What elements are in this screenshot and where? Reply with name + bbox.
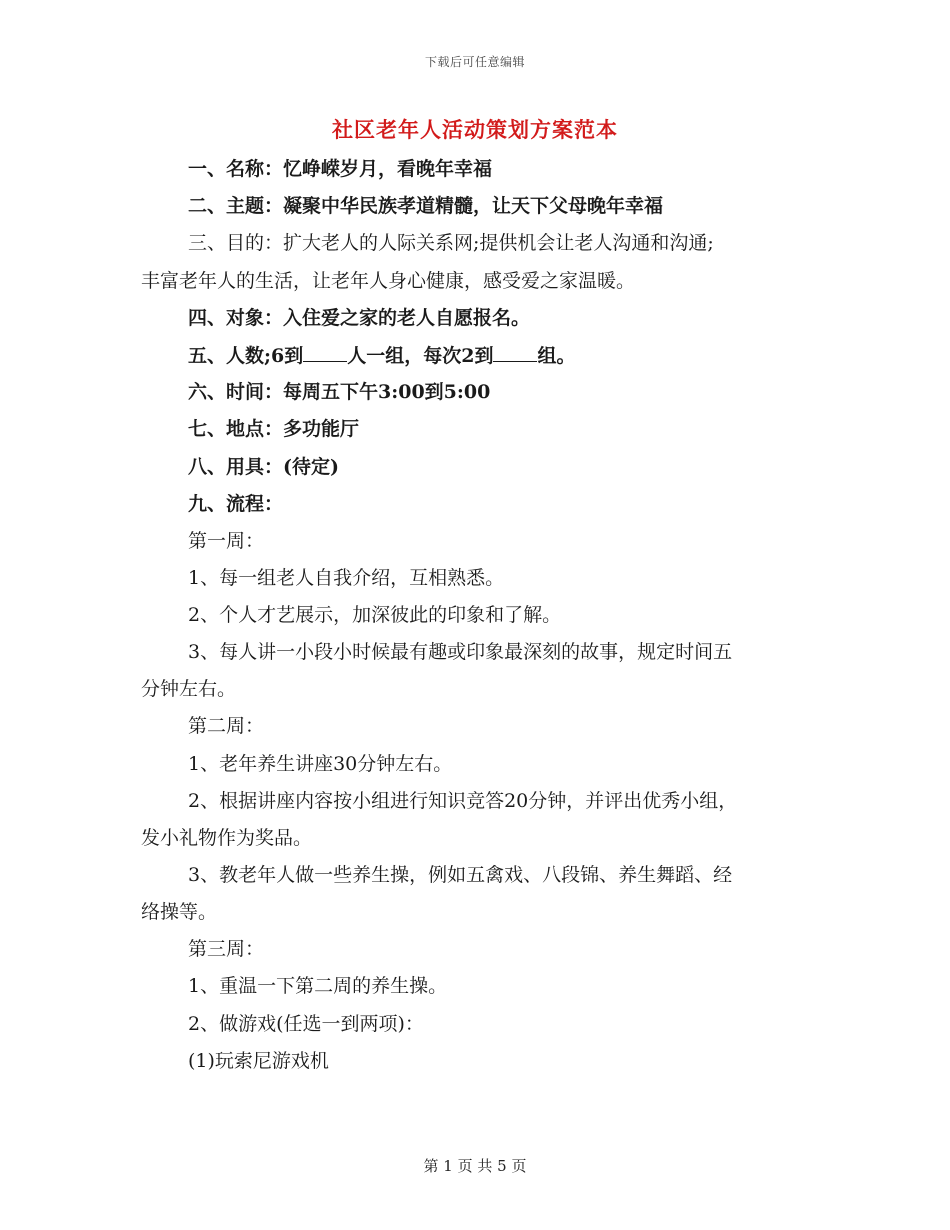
week1-item-3-line2: 分钟左右。 [141,678,237,700]
week3-heading: 第三周： [188,938,265,960]
week1-heading: 第一周： [188,530,265,552]
item-purpose-line1: 三、目的：扩大老人的人际关系网;提供机会让老人沟通和沟通; [188,232,714,254]
item-people-part-a: 五、人数;6到 [188,345,304,367]
fill-blank-2 [493,343,537,362]
week2-item-3-line2: 络操等。 [141,901,218,923]
fill-blank-1 [303,343,347,362]
item-time: 六、时间：每周五下午3:00到5:00 [188,381,491,403]
page-number-footer: 第 1 页 共 5 页 [423,1157,527,1175]
item-name: 一、名称：忆峥嵘岁月，看晚年幸福 [188,158,493,180]
week2-item-2-line2: 发小礼物作为奖品。 [141,827,313,849]
week1-item-3-line1: 3、每人讲一小段小时候最有趣或印象最深刻的故事，规定时间五 [188,641,733,663]
week3-item-1: 1、重温一下第二周的养生操。 [188,975,448,997]
item-target: 四、对象：入住爱之家的老人自愿报名。 [188,307,531,329]
document-title: 社区老年人活动策划方案范本 [332,117,618,142]
week1-item-2: 2、个人才艺展示，加深彼此的印象和了解。 [188,604,562,626]
item-tools: 八、用具：(待定) [188,456,339,478]
item-purpose-line2: 丰富老年人的生活，让老年人身心健康，感受爱之家温暖。 [141,270,636,292]
week3-item-2: 2、做游戏(任选一到两项)： [188,1013,424,1035]
week1-item-1: 1、每一组老人自我介绍，互相熟悉。 [188,567,505,589]
item-people [188,343,575,368]
item-people-part-c: 组。 [537,345,576,367]
item-people-part-b: 人一组，每次2到 [347,345,494,367]
item-process: 九、流程： [188,493,284,515]
week2-heading: 第二周： [188,715,265,737]
item-place: 七、地点：多功能厅 [188,418,360,440]
week2-item-1: 1、老年养生讲座30分钟左右。 [188,753,453,775]
week2-item-3-line1: 3、教老年人做一些养生操，例如五禽戏、八段锦、养生舞蹈、经 [188,864,733,886]
item-theme: 二、主题：凝聚中华民族孝道精髓，让天下父母晚年幸福 [188,195,664,217]
week3-item-3: (1)玩索尼游戏机 [188,1050,329,1072]
week2-item-2-line1: 2、根据讲座内容按小组进行知识竞答20分钟，并评出优秀小组， [188,790,738,812]
page-header-note: 下载后可任意编辑 [424,55,525,69]
